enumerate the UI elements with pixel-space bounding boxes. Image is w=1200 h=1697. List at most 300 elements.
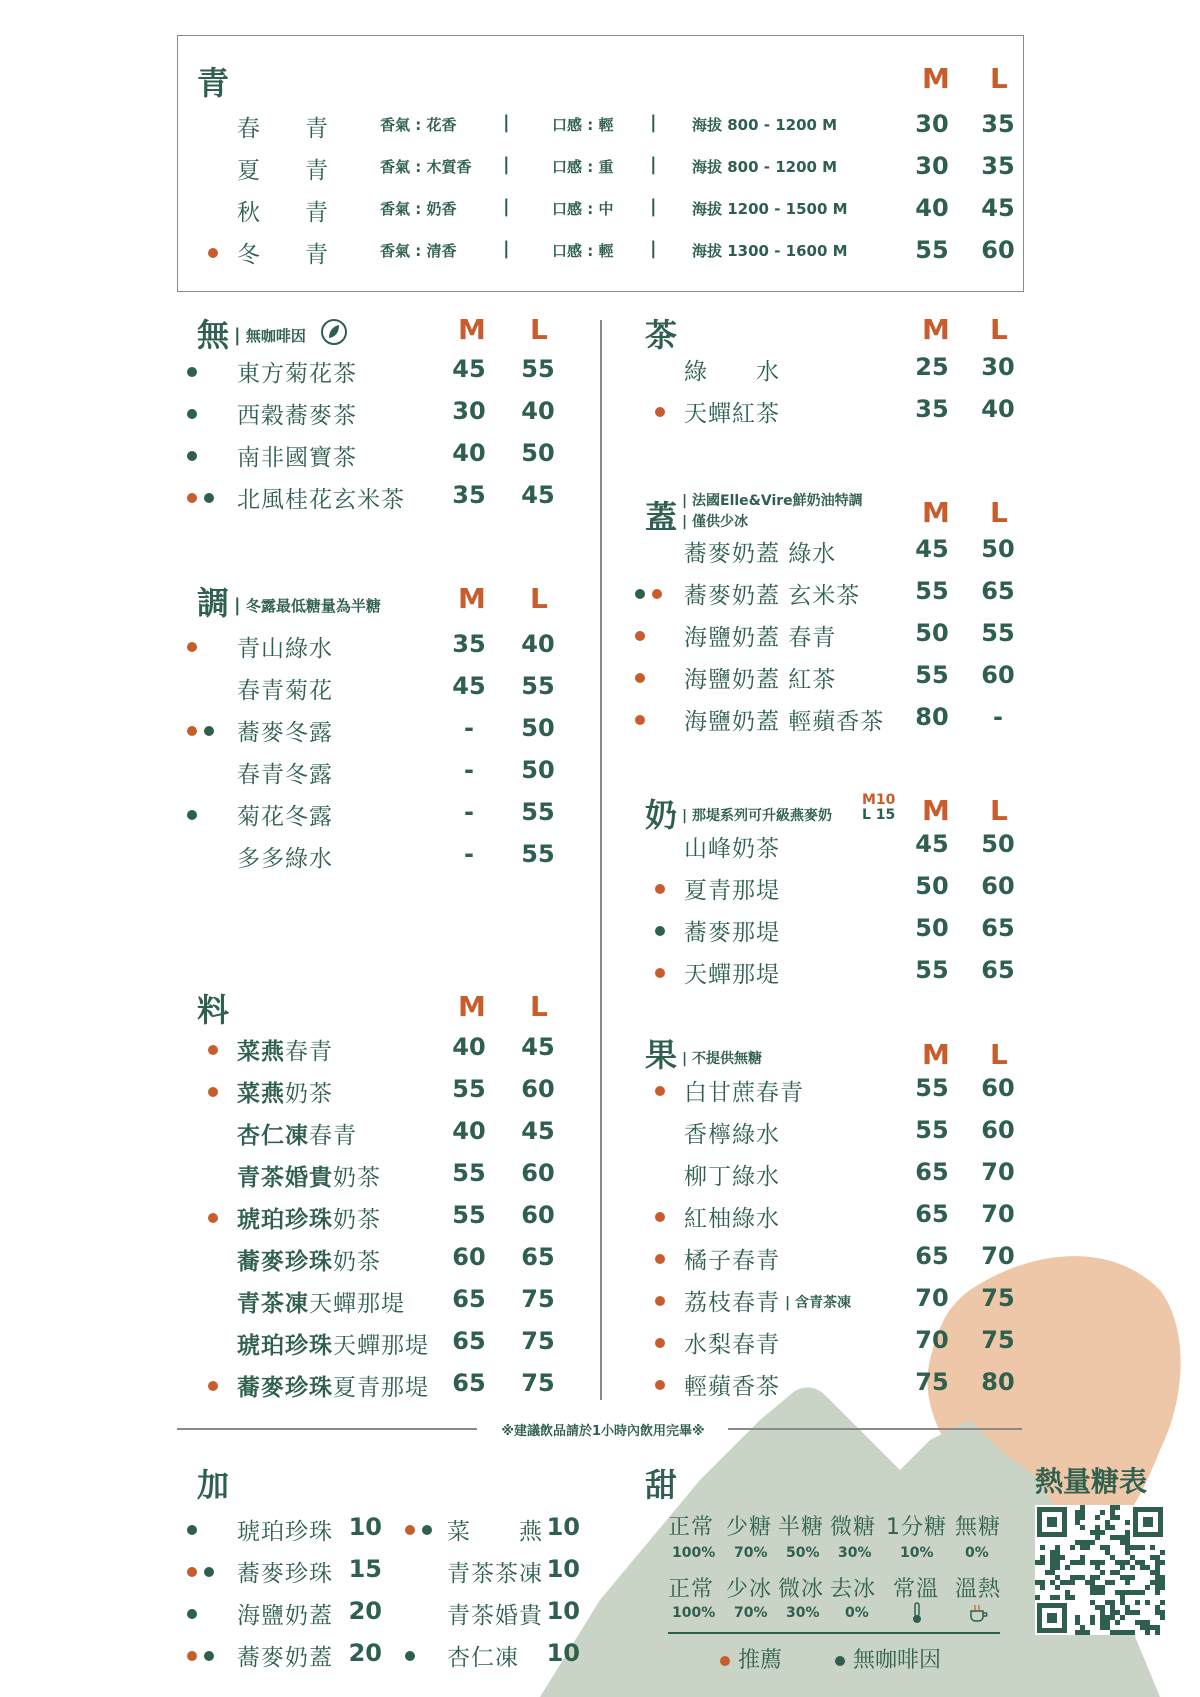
jia-left-price: 20 (348, 1639, 382, 1667)
sugar-level-label: 1分糖 (886, 1515, 947, 1540)
liao-row-price-m: 55 (452, 1075, 486, 1103)
tiao-row-price-l: 40 (521, 630, 555, 658)
nai-row-name: 蕎麥那堤 (684, 920, 780, 946)
gai-row-price-l: 65 (981, 577, 1015, 605)
guo-row-price-m: 65 (915, 1158, 949, 1186)
guo-row-price-l: 70 (981, 1242, 1015, 1270)
qing-row-aroma: 香氣 : 清香 (380, 242, 457, 260)
sugar-level-label: 正常 (668, 1515, 715, 1540)
sugar-level-label: 半糖 (778, 1515, 825, 1540)
nai-upgrade-l-text: L 15 (862, 807, 896, 823)
gai-row-price-l: 60 (981, 661, 1015, 689)
nai-upgrade-l (862, 807, 895, 823)
tiao-row-price-l: 55 (521, 840, 555, 868)
guo-row-price-m: 70 (915, 1326, 949, 1354)
qing-row-char-b: 青 (305, 242, 329, 268)
tiao-l-header: L (530, 582, 548, 615)
guo-l-header: L (990, 1038, 1008, 1071)
wu-title: 無 (197, 316, 230, 354)
sugar-level-label: 微糖 (830, 1515, 877, 1540)
tiao-row-price-m: 45 (452, 672, 486, 700)
qing-row-separator: | (650, 154, 657, 175)
liao-row-price-l: 60 (521, 1201, 555, 1229)
tiao-row-price-l: 55 (521, 798, 555, 826)
qing-row-taste: 口感 : 中 (552, 200, 614, 218)
recommend-dot-icon (655, 1254, 665, 1264)
thermometer-icon (910, 1602, 924, 1624)
sugar-level-percent: 50% (786, 1545, 820, 1561)
decaf-leaf-icon (320, 318, 348, 346)
qing-row-altitude: 海拔 1300 - 1600 M (692, 242, 848, 260)
liao-row-topping: 蕎麥珍珠 (237, 1375, 333, 1401)
tiao-row-price-l: 50 (521, 714, 555, 742)
legend-decaf (835, 1643, 941, 1674)
guo-row-price-l: 70 (981, 1158, 1015, 1186)
liao-row-topping: 琥珀珍珠 (237, 1333, 333, 1359)
liao-l-header: L (530, 990, 548, 1023)
liao-row-drink: 天蟬那堤 (309, 1291, 405, 1317)
legend-decaf-text: 無咖啡因 (853, 1648, 942, 1673)
tian-title: 甜 (645, 1466, 678, 1504)
qing-row-char-a: 夏 (237, 158, 261, 184)
recommend-dot-icon (655, 1380, 665, 1390)
recommend-dot-icon (187, 726, 197, 736)
liao-row-price-l: 75 (521, 1285, 555, 1313)
nai-l-header: L (990, 794, 1008, 827)
qing-row-char-b: 青 (305, 158, 329, 184)
nai-row-price-l: 50 (981, 830, 1015, 858)
wu-row-price-m: 30 (452, 397, 486, 425)
decaf-dot-icon (204, 1651, 214, 1661)
guo-row-price-l: 75 (981, 1326, 1015, 1354)
qing-row-separator: | (650, 238, 657, 259)
nai-row-price-l: 60 (981, 872, 1015, 900)
guo-row-name: 荔枝春青 (684, 1290, 780, 1316)
recommend-dot-icon (187, 642, 197, 652)
qing-row-separator: | (503, 196, 510, 217)
liao-row-name (237, 1033, 333, 1066)
gai-note-2: | 僅供少冰 (682, 514, 748, 530)
guo-row-name: 白甘蔗春青 (684, 1080, 804, 1106)
nai-note: | 那堤系列可升級燕麥奶 (682, 808, 832, 824)
guo-row-price-l: 60 (981, 1116, 1015, 1144)
guo-row-name: 柳丁綠水 (684, 1164, 780, 1190)
guo-row-name: 水梨春青 (684, 1332, 780, 1358)
qr-title: 熱量糖表 (1035, 1465, 1148, 1498)
jia-left-name: 琥珀珍珠 (237, 1519, 333, 1545)
recommend-dot-icon (635, 715, 645, 725)
guo-row-name: 紅柚綠水 (684, 1206, 780, 1232)
wu-row-name: 南非國寶茶 (237, 445, 357, 471)
liao-row-drink: 春青 (309, 1123, 357, 1149)
recommend-dot-icon (655, 1086, 665, 1096)
qing-row-aroma: 香氣 : 花香 (380, 116, 457, 134)
decaf-dot-icon (405, 1651, 415, 1661)
decaf-dot-icon (187, 409, 197, 419)
decaf-dot-icon (655, 926, 665, 936)
tiao-row-price-l: 55 (521, 672, 555, 700)
cha-row-price-m: 35 (915, 395, 949, 423)
wu-row-price-l: 45 (521, 481, 555, 509)
gai-row-price-l: - (993, 703, 1003, 731)
ice-level-percent: 0% (845, 1605, 869, 1621)
jia-right-name: 杏仁凍 (447, 1645, 519, 1671)
nai-row-name: 夏青那堤 (684, 878, 780, 904)
nai-row-price-l: 65 (981, 914, 1015, 942)
qing-row-separator: | (503, 238, 510, 259)
tiao-row-name: 春青菊花 (237, 678, 333, 704)
jia-right-name: 菜 燕 (447, 1519, 543, 1545)
wu-row-price-l: 40 (521, 397, 555, 425)
tiao-row-price-m: - (464, 756, 474, 784)
legend-recommend-text: 推薦 (738, 1648, 783, 1673)
wu-row-name: 東方菊花茶 (237, 361, 357, 387)
gai-title: 蓋 (645, 498, 678, 536)
gai-row-price-l: 55 (981, 619, 1015, 647)
nai-title: 奶 (645, 796, 678, 834)
liao-row-price-l: 45 (521, 1117, 555, 1145)
tiao-row-price-m: - (464, 714, 474, 742)
decaf-dot-icon (635, 589, 645, 599)
guo-row-price-m: 75 (915, 1368, 949, 1396)
jia-left-name: 海鹽奶蓋 (237, 1603, 333, 1629)
liao-row-price-m: 65 (452, 1285, 486, 1313)
sugar-level-percent: 70% (734, 1545, 768, 1561)
guo-row-price-l: 70 (981, 1200, 1015, 1228)
sugar-level-percent: 10% (900, 1545, 934, 1561)
wu-note-text: 無咖啡因 (245, 327, 306, 345)
nai-row-name: 天蟬那堤 (684, 962, 780, 988)
qing-row-char-b: 青 (305, 200, 329, 226)
liao-row-name (237, 1117, 357, 1150)
liao-row-name (237, 1243, 381, 1276)
qing-row-price-l: 35 (981, 152, 1015, 180)
qing-row-price-m: 55 (915, 236, 949, 264)
cha-row-name: 綠 水 (684, 359, 780, 385)
liao-row-name (237, 1327, 429, 1360)
legend-recommend (720, 1643, 782, 1674)
guo-row-name: 橘子春青 (684, 1248, 780, 1274)
liao-row-name (237, 1201, 381, 1234)
tiao-title: 調 (197, 584, 230, 622)
guo-row-price-m: 65 (915, 1242, 949, 1270)
qing-row-aroma: 香氣 : 奶香 (380, 200, 457, 218)
qr-code-icon[interactable] (1035, 1505, 1165, 1635)
tiao-row-price-m: - (464, 798, 474, 826)
cha-m-header: M (922, 313, 950, 346)
qing-row-taste: 口感 : 重 (552, 158, 614, 176)
guo-row-price-m: 65 (915, 1200, 949, 1228)
liao-row-drink: 奶茶 (333, 1207, 381, 1233)
tiao-row-name: 春青冬露 (237, 762, 333, 788)
liao-row-drink: 夏青那堤 (333, 1375, 429, 1401)
jia-left-price: 15 (348, 1555, 382, 1583)
wu-row-price-m: 35 (452, 481, 486, 509)
cha-row-price-l: 40 (981, 395, 1015, 423)
ice-level-label: 常溫 (893, 1577, 940, 1602)
gai-row-price-m: 55 (915, 577, 949, 605)
qing-row-char-b: 青 (305, 116, 329, 142)
qing-m-header: M (922, 62, 950, 95)
wu-row-price-m: 40 (452, 439, 486, 467)
gai-row-price-m: 45 (915, 535, 949, 563)
tiao-note-text: 冬露最低糖量為半糖 (245, 597, 381, 615)
liao-row-name (237, 1159, 381, 1192)
column-divider (600, 320, 602, 1400)
qing-row-price-l: 60 (981, 236, 1015, 264)
liao-row-price-m: 55 (452, 1201, 486, 1229)
ice-level-label: 去冰 (830, 1577, 877, 1602)
liao-row-drink: 春青 (285, 1039, 333, 1065)
qing-row-separator: | (503, 154, 510, 175)
decaf-dot-icon (204, 1567, 214, 1577)
jia-right-name: 青茶茶凍 (447, 1561, 543, 1587)
gai-row-name: 蕎麥奶蓋 綠水 (684, 541, 837, 567)
qing-row-price-m: 30 (915, 110, 949, 138)
notice-line-left (177, 1428, 477, 1430)
recommend-dot-icon (208, 1045, 218, 1055)
wu-row-name: 西穀蕎麥茶 (237, 403, 357, 429)
liao-row-drink: 奶茶 (333, 1249, 381, 1275)
recommend-dot-icon (208, 1087, 218, 1097)
tiao-row-price-m: 35 (452, 630, 486, 658)
lychee-note: | 含青茶凍 (785, 1295, 851, 1311)
guo-row-price-l: 60 (981, 1074, 1015, 1102)
jia-right-price: 10 (546, 1597, 580, 1625)
liao-row-name (237, 1075, 333, 1108)
gai-row-price-m: 80 (915, 703, 949, 731)
recommend-dot-icon (208, 1381, 218, 1391)
nai-note-text: 那堤系列可升級燕麥奶 (692, 808, 832, 824)
jia-right-price: 10 (546, 1513, 580, 1541)
qing-row-separator: | (650, 112, 657, 133)
liao-title: 料 (197, 991, 230, 1029)
tiao-m-header: M (458, 582, 486, 615)
guo-row-price-m: 55 (915, 1074, 949, 1102)
nai-row-price-m: 50 (915, 914, 949, 942)
recommend-dot-icon (187, 1567, 197, 1577)
hot-cup-icon (968, 1604, 990, 1622)
decaf-dot-icon (187, 451, 197, 461)
sugar-level-percent: 100% (672, 1545, 716, 1561)
nai-row-price-m: 50 (915, 872, 949, 900)
liao-row-price-l: 75 (521, 1327, 555, 1355)
liao-row-price-m: 40 (452, 1033, 486, 1061)
liao-m-header: M (458, 990, 486, 1023)
recommend-dot-icon (652, 589, 662, 599)
nai-m-header: M (922, 794, 950, 827)
ice-level-percent: 100% (672, 1605, 716, 1621)
nai-row-name: 山峰奶茶 (684, 836, 780, 862)
guo-row-price-m: 70 (915, 1284, 949, 1312)
liao-row-drink: 奶茶 (333, 1165, 381, 1191)
liao-row-drink: 天蟬那堤 (333, 1333, 429, 1359)
guo-note: | 不提供無糖 (682, 1051, 762, 1067)
liao-row-name (237, 1285, 405, 1318)
decaf-dot-icon (187, 367, 197, 377)
qing-row-price-l: 45 (981, 194, 1015, 222)
nai-row-price-m: 45 (915, 830, 949, 858)
tiao-row-name: 多多綠水 (237, 846, 333, 872)
liao-row-price-m: 65 (452, 1369, 486, 1397)
wu-l-header: L (530, 313, 548, 346)
qing-row-separator: | (650, 196, 657, 217)
recommend-dot-icon (655, 1338, 665, 1348)
jia-right-price: 10 (546, 1555, 580, 1583)
liao-row-price-m: 60 (452, 1243, 486, 1271)
wu-row-price-l: 50 (521, 439, 555, 467)
recommend-dot-icon (655, 884, 665, 894)
decaf-dot-icon (187, 1525, 197, 1535)
recommend-dot-icon (405, 1525, 415, 1535)
recommend-dot-icon (655, 968, 665, 978)
sugar-level-percent: 0% (965, 1545, 989, 1561)
gai-row-name: 海鹽奶蓋 輕蘋香茶 (684, 709, 885, 735)
tiao-row-price-l: 50 (521, 756, 555, 784)
guo-row-price-l: 75 (981, 1284, 1015, 1312)
wu-row-price-m: 45 (452, 355, 486, 383)
liao-row-price-l: 75 (521, 1369, 555, 1397)
tiao-row-name: 菊花冬露 (237, 804, 333, 830)
wu-note: | 無咖啡因 (234, 325, 306, 346)
ice-level-label: 微冰 (778, 1577, 825, 1602)
sugar-level-label: 少糖 (726, 1515, 773, 1540)
tian-divider (668, 1632, 1000, 1634)
notice-line-right (728, 1428, 1022, 1430)
ice-level-percent: 30% (786, 1605, 820, 1621)
cha-row-price-m: 25 (915, 353, 949, 381)
nai-row-price-l: 65 (981, 956, 1015, 984)
liao-row-price-m: 40 (452, 1117, 486, 1145)
guo-title: 果 (645, 1036, 678, 1074)
tiao-row-name: 青山綠水 (237, 636, 333, 662)
jia-title: 加 (197, 1466, 230, 1504)
liao-row-price-l: 60 (521, 1159, 555, 1187)
gai-row-name: 蕎麥奶蓋 玄米茶 (684, 583, 861, 609)
qing-row-char-a: 春 (237, 116, 261, 142)
liao-row-price-l: 60 (521, 1075, 555, 1103)
qing-row-char-a: 秋 (237, 200, 261, 226)
gai-note-1-text: 法國Elle&Vire鮮奶油特調 (692, 493, 863, 509)
qing-row-separator: | (503, 112, 510, 133)
liao-row-price-m: 55 (452, 1159, 486, 1187)
decaf-dot-icon (204, 726, 214, 736)
tiao-row-price-m: - (464, 840, 474, 868)
jia-left-price: 10 (348, 1513, 382, 1541)
gai-l-header: L (990, 496, 1008, 529)
guo-note-text: 不提供無糖 (692, 1051, 762, 1067)
guo-m-header: M (922, 1038, 950, 1071)
gai-row-name: 海鹽奶蓋 春青 (684, 625, 837, 651)
qing-row-altitude: 海拔 1200 - 1500 M (692, 200, 848, 218)
nai-row-price-m: 55 (915, 956, 949, 984)
gai-m-header: M (922, 496, 950, 529)
sugar-level-label: 無糖 (955, 1515, 1002, 1540)
notice-text: ※建議飲品請於1小時內飲用完畢※ (501, 1424, 705, 1439)
tiao-note: | 冬露最低糖量為半糖 (234, 595, 381, 616)
decaf-dot-icon (187, 810, 197, 820)
qing-row-altitude: 海拔 800 - 1200 M (692, 158, 838, 176)
qing-row-taste: 口感 : 輕 (552, 116, 614, 134)
qing-l-header: L (990, 62, 1008, 95)
jia-right-price: 10 (546, 1639, 580, 1667)
recommend-dot-icon (208, 248, 218, 258)
qing-row-taste: 口感 : 輕 (552, 242, 614, 260)
liao-row-topping: 蕎麥珍珠 (237, 1249, 333, 1275)
ice-level-label: 少冰 (726, 1577, 773, 1602)
sugar-level-percent: 30% (838, 1545, 872, 1561)
liao-row-price-l: 45 (521, 1033, 555, 1061)
qing-row-altitude: 海拔 800 - 1200 M (692, 116, 838, 134)
recommend-dot-icon (187, 493, 197, 503)
jia-left-name: 蕎麥珍珠 (237, 1561, 333, 1587)
ice-level-label: 正常 (668, 1577, 715, 1602)
liao-row-price-m: 65 (452, 1327, 486, 1355)
qing-row-price-m: 30 (915, 152, 949, 180)
recommend-dot-icon (208, 1213, 218, 1223)
jia-right-name: 青茶婚貴 (447, 1603, 543, 1629)
liao-row-topping: 青茶凍 (237, 1291, 309, 1317)
decaf-dot-icon (204, 493, 214, 503)
jia-left-price: 20 (348, 1597, 382, 1625)
gai-row-name: 海鹽奶蓋 紅茶 (684, 667, 837, 693)
gai-row-price-l: 50 (981, 535, 1015, 563)
guo-row-name: 香檸綠水 (684, 1122, 780, 1148)
recommend-dot-icon (187, 1651, 197, 1661)
cha-title: 茶 (645, 316, 678, 354)
cha-row-price-l: 30 (981, 353, 1015, 381)
liao-row-topping: 杏仁凍 (237, 1123, 309, 1149)
qing-row-price-l: 35 (981, 110, 1015, 138)
ice-level-percent: 70% (734, 1605, 768, 1621)
guo-row-price-l: 80 (981, 1368, 1015, 1396)
gai-row-price-m: 50 (915, 619, 949, 647)
guo-row-name: 輕蘋香茶 (684, 1374, 780, 1400)
qing-row-char-a: 冬 (237, 242, 261, 268)
qing-row-aroma: 香氣 : 木質香 (380, 158, 472, 176)
wu-m-header: M (458, 313, 486, 346)
wu-row-price-l: 55 (521, 355, 555, 383)
nai-upgrade-m: M10 (862, 792, 896, 808)
guo-row-price-m: 55 (915, 1116, 949, 1144)
liao-row-topping: 菜燕 (237, 1039, 285, 1065)
ice-level-label: 溫熱 (955, 1577, 1002, 1602)
qing-title: 青 (197, 64, 230, 102)
qing-row-price-m: 40 (915, 194, 949, 222)
gai-row-price-m: 55 (915, 661, 949, 689)
wu-row-name: 北風桂花玄米茶 (237, 487, 405, 513)
recommend-dot-icon (635, 673, 645, 683)
tiao-row-name: 蕎麥冬露 (237, 720, 333, 746)
recommend-dot-icon (655, 1296, 665, 1306)
liao-row-name (237, 1369, 429, 1402)
decaf-dot-icon (835, 1656, 845, 1666)
lychee-note-text: 含青茶凍 (795, 1295, 851, 1311)
gai-note-1: | 法國Elle&Vire鮮奶油特調 (682, 493, 863, 509)
recommend-dot-icon (655, 1212, 665, 1222)
gai-note-2-text: 僅供少冰 (692, 514, 748, 530)
liao-row-topping: 青茶婚貴 (237, 1165, 333, 1191)
liao-row-drink: 奶茶 (285, 1081, 333, 1107)
jia-left-name: 蕎麥奶蓋 (237, 1645, 333, 1671)
recommend-dot-icon (635, 631, 645, 641)
liao-row-topping: 琥珀珍珠 (237, 1207, 333, 1233)
liao-row-topping: 菜燕 (237, 1081, 285, 1107)
cha-row-name: 天蟬紅茶 (684, 401, 780, 427)
cha-l-header: L (990, 313, 1008, 346)
decaf-dot-icon (187, 1609, 197, 1619)
decaf-dot-icon (422, 1525, 432, 1535)
